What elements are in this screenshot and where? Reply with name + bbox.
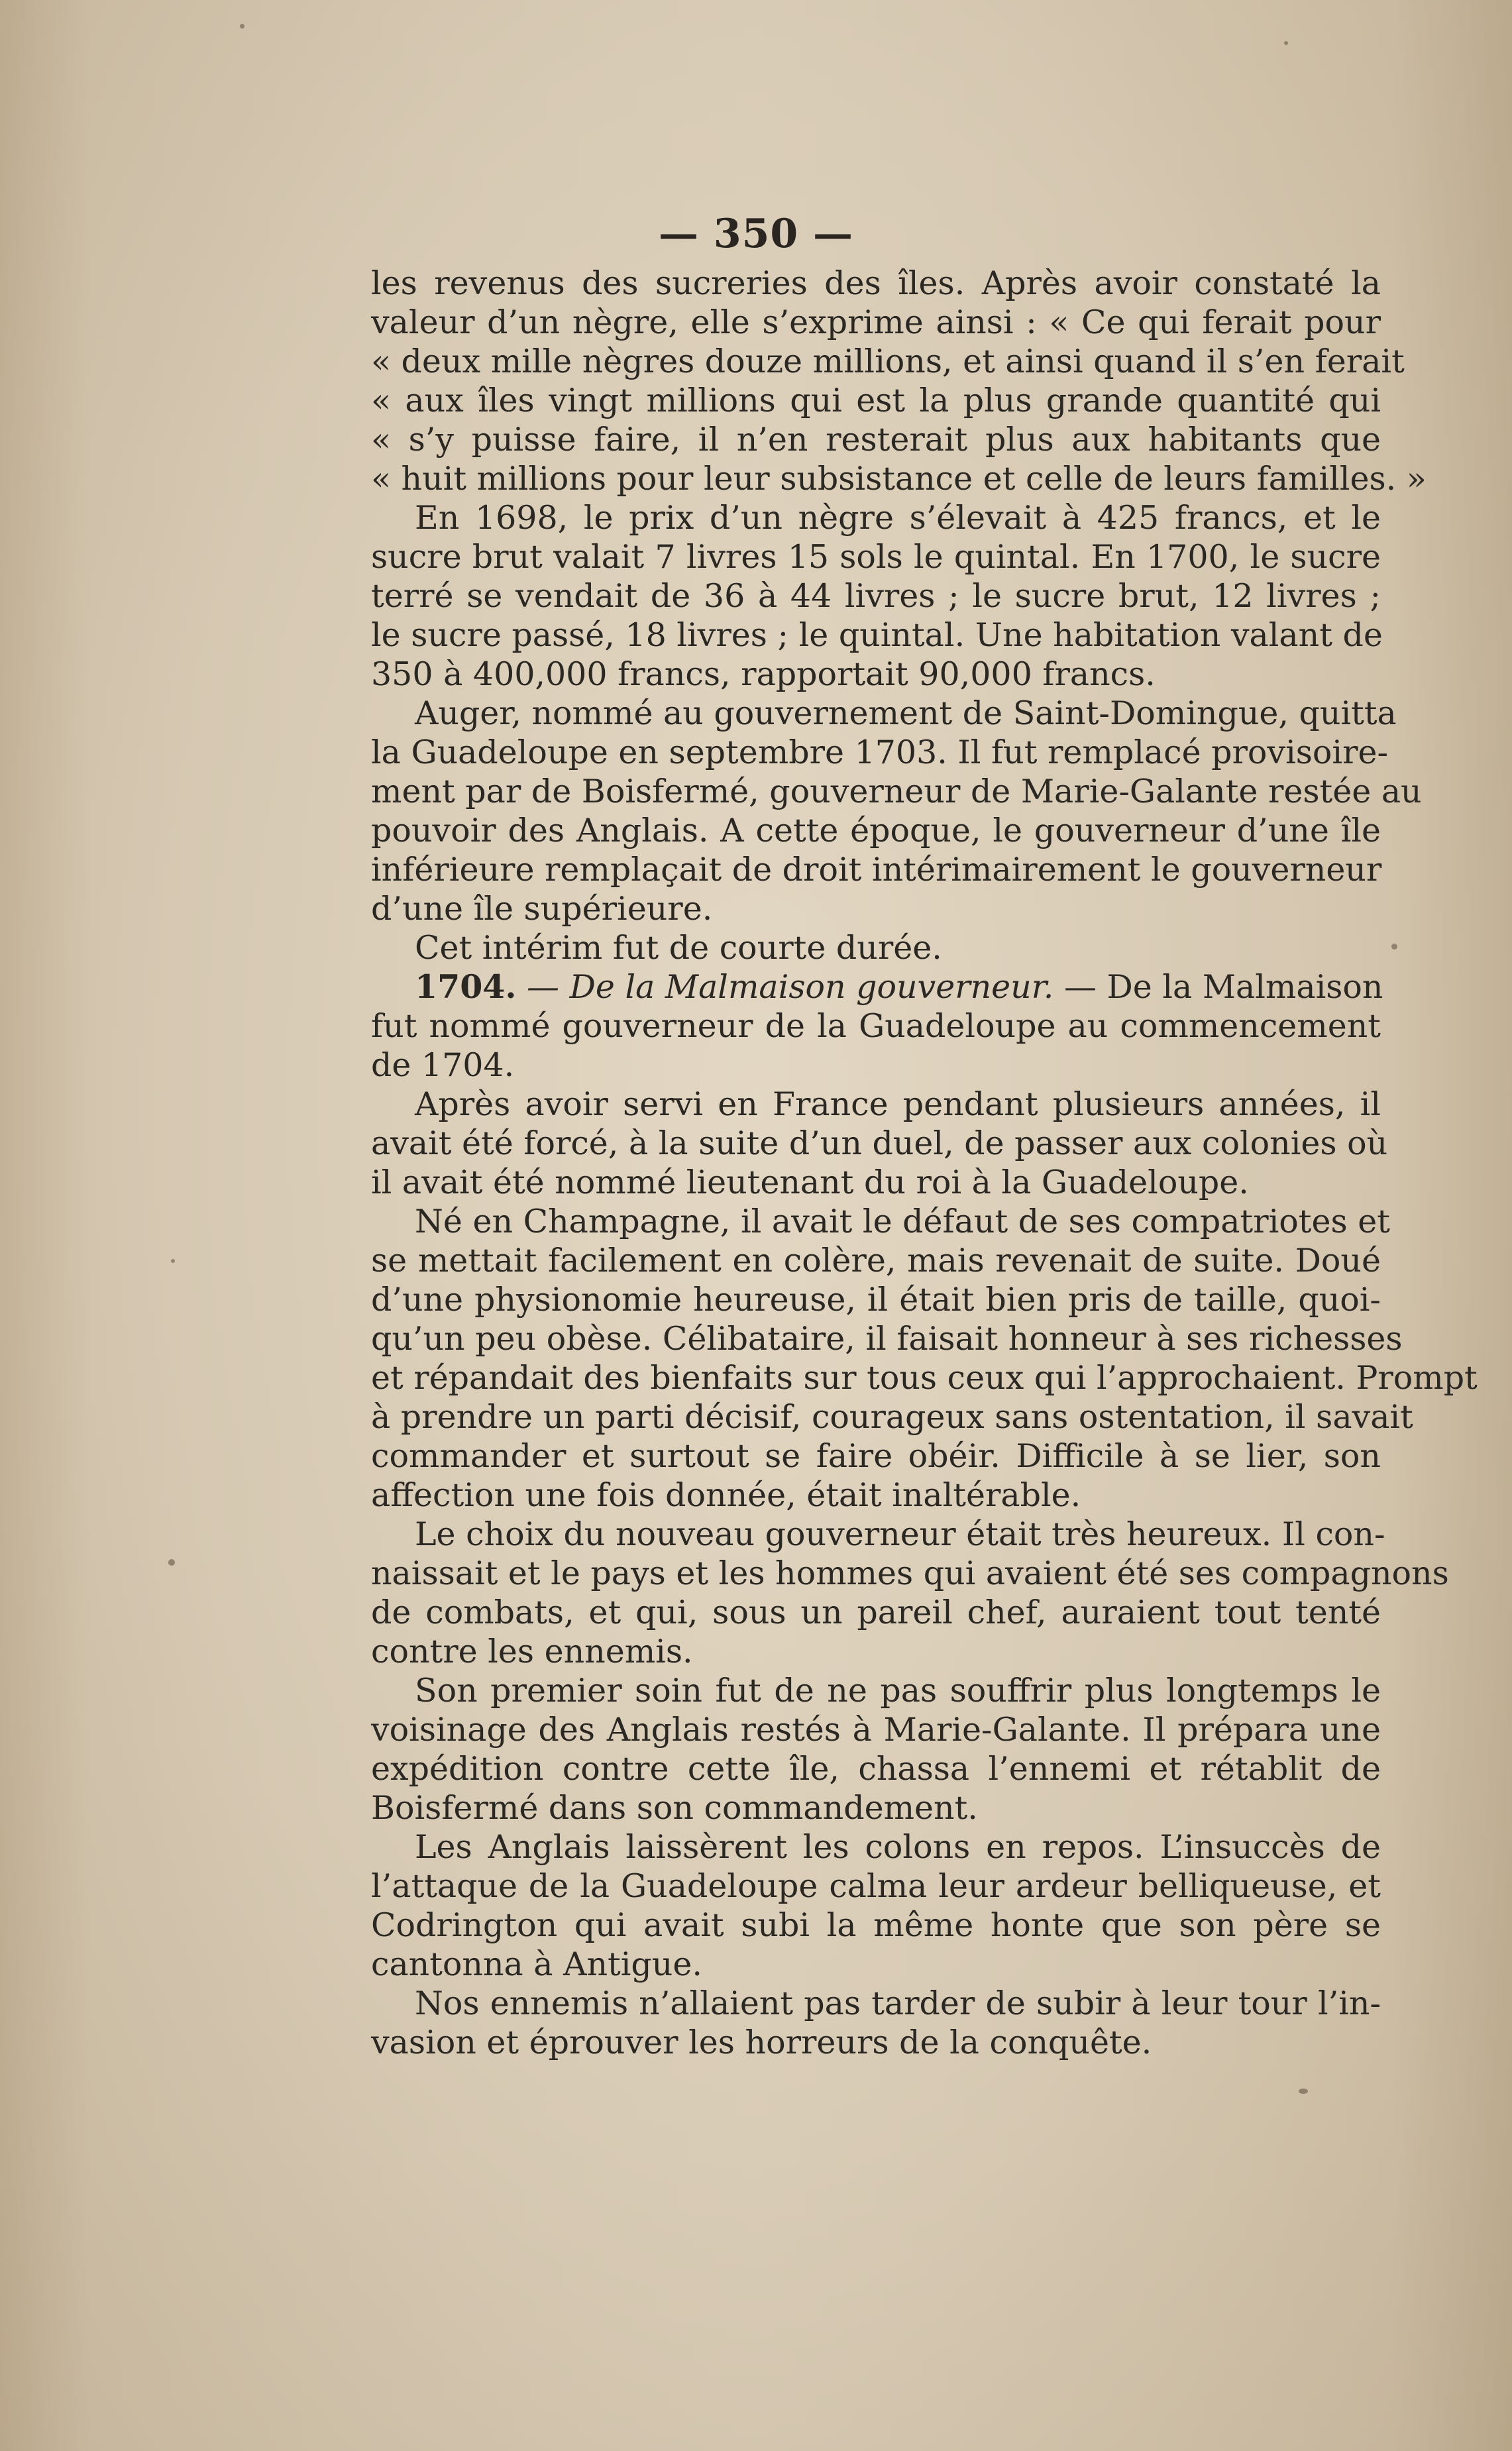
text-line: qu’un peu obèse. Célibataire, il faisait honneur à ses richesses (371, 1320, 1403, 1358)
paper-speck (1284, 41, 1288, 45)
text-line: « deux mille nègres douze millions, et ainsi quand il s’en ferait (371, 343, 1405, 380)
page-number: — 350 — (658, 211, 854, 257)
paper-speck (1299, 2089, 1308, 2094)
text-line: En 1698, le prix d’un nègre s’élevait à 425 francs, et le (415, 499, 1381, 537)
text-line: naissait et le pays et les hommes qui avaient été ses compagnons (371, 1554, 1449, 1592)
text-line: cantonna à Antigue. (371, 1945, 702, 1983)
text-line: Le choix du nouveau gouverneur était très heureux. Il con- (415, 1515, 1385, 1553)
section-lead-text: — De la Malmaison (1063, 968, 1383, 1006)
text-line (371, 967, 1381, 1007)
text-line: « s’y puisse faire, il n’en resterait plus aux habitants que (371, 421, 1381, 459)
paper-speck (171, 1259, 175, 1263)
section-title: — De la Malmaison gouverneur. (527, 968, 1054, 1006)
text-line: vasion et éprouver les horreurs de la conquête. (371, 2024, 1152, 2061)
text-line: inférieure remplaçait de droit intérimairement le gouverneur (371, 851, 1382, 889)
section-year: 1704. (415, 967, 517, 1006)
paper-speck (168, 1559, 175, 1566)
text-line: sucre brut valait 7 livres 15 sols le quintal. En 1700, le sucre (371, 538, 1381, 576)
text-line: Cet intérim fut de courte durée. (415, 929, 942, 967)
text-line: se mettait facilement en colère, mais revenait de suite. Doué (371, 1242, 1381, 1280)
text-line: contre les ennemis. (371, 1633, 693, 1670)
text-line: ment par de Boisfermé, gouverneur de Marie-Galante restée au (371, 773, 1422, 810)
text-line: les revenus des sucreries des îles. Après avoir constaté la (371, 264, 1381, 302)
text-line: terré se vendait de 36 à 44 livres ; le sucre brut, 12 livres ; (371, 577, 1381, 615)
text-line: commander et surtout se faire obéir. Difficile à se lier, son (371, 1437, 1381, 1475)
text-line: et répandait des bienfaits sur tous ceux qui l’approchaient. Prompt (371, 1359, 1478, 1397)
text-line: pouvoir des Anglais. A cette époque, le gouverneur d’une île (371, 812, 1381, 849)
text-line: Son premier soin fut de ne pas souffrir plus longtemps le (415, 1672, 1381, 1710)
text-line: Les Anglais laissèrent les colons en repos. L’insuccès de (415, 1828, 1381, 1866)
text-line: affection une fois donnée, était inaltérable. (371, 1476, 1081, 1514)
paper-speck (240, 24, 244, 28)
text-line: « aux îles vingt millions qui est la plus grande quantité qui (371, 382, 1381, 419)
text-line: il avait été nommé lieutenant du roi à la Guadeloupe. (371, 1164, 1249, 1201)
text-line: voisinage des Anglais restés à Marie-Galante. Il prépara une (371, 1711, 1381, 1749)
body-text (371, 264, 1478, 2062)
text-line: Codrington qui avait subi la même honte que son père se (371, 1906, 1381, 1944)
text-line: Auger, nommé au gouvernement de Saint-Domingue, quitta (415, 694, 1397, 732)
text-line: expédition contre cette île, chassa l’ennemi et rétablit de (371, 1750, 1381, 1788)
text-line: fut nommé gouverneur de la Guadeloupe au commencement (371, 1007, 1381, 1045)
text-line: d’une île supérieure. (371, 890, 713, 928)
text-line: « huit millions pour leur subsistance et celle de leurs familles. » (371, 460, 1427, 498)
text-line: de 1704. (371, 1046, 515, 1084)
text-line: Né en Champagne, il avait le défaut de ses compatriotes et (415, 1203, 1390, 1240)
text-line: le sucre passé, 18 livres ; le quintal. Une habitation valant de (371, 616, 1383, 654)
text-line: valeur d’un nègre, elle s’exprime ainsi : « Ce qui ferait pour (371, 303, 1381, 341)
text-line: Boisfermé dans son commandement. (371, 1789, 978, 1827)
text-line: Nos ennemis n’allaient pas tarder de subir à leur tour l’in- (415, 1985, 1381, 2022)
text-line: 350 à 400,000 francs, rapportait 90,000 francs. (371, 655, 1156, 693)
text-line: d’une physionomie heureuse, il était bien pris de taille, quoi- (371, 1281, 1381, 1319)
text-line: de combats, et qui, sous un pareil chef, auraient tout tenté (371, 1594, 1381, 1631)
text-line: la Guadeloupe en septembre 1703. Il fut remplacé provisoire- (371, 734, 1389, 771)
text-line: avait été forcé, à la suite d’un duel, de passer aux colonies où (371, 1124, 1388, 1162)
paper-speck (1391, 944, 1397, 950)
text-line: à prendre un parti décisif, courageux sans ostentation, il savait (371, 1398, 1413, 1436)
text-line: Après avoir servi en France pendant plusieurs années, il (415, 1085, 1381, 1123)
text-line: l’attaque de la Guadeloupe calma leur ardeur belliqueuse, et (371, 1867, 1381, 1905)
